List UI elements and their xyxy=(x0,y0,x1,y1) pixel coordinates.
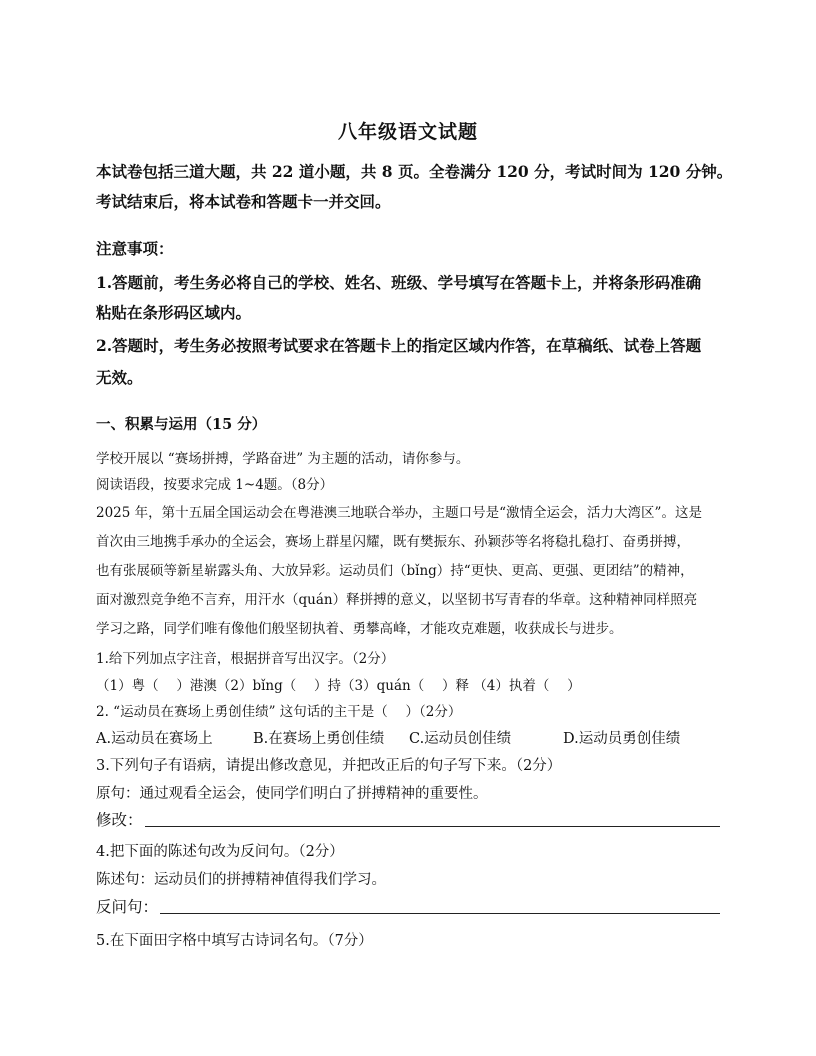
q3-original-sentence: 原句：通过观看全运会，使同学们明白了拼搏精神的重要性。 xyxy=(96,786,488,802)
reading-instruction: 阅读语段，按要求完成 1~4题。（8分） xyxy=(96,477,334,493)
q4-prompt: 4.把下面的陈述句改为反问句。（2分） xyxy=(96,844,344,860)
page-title: 八年级语文试题 xyxy=(337,121,478,143)
q2-prompt: 2. “运动员在赛场上勇创佳绩” 这句话的主干是（ ）（2分） xyxy=(96,704,462,720)
intro-line-2: 考试结束后，将本试卷和答题卡一并交回。 xyxy=(96,192,391,211)
passage-line: 面对激烈竞争绝不言弃，用汗水（quán）释拼搏的意义，以坚韧书写青春的华章。这种精神同样照亮 xyxy=(96,592,698,608)
activity-intro: 学校开展以 “赛场拼搏，学路奋进” 为主题的活动，请你参与。 xyxy=(96,451,470,467)
notice-item-2-cont: 无效。 xyxy=(96,368,143,387)
q3-answer-line[interactable] xyxy=(145,826,720,827)
q5-prompt: 5.在下面田字格中填写古诗词名句。（7分） xyxy=(96,933,373,949)
notice-item-1: 1.答题前，考生务必将自己的学校、姓名、班级、学号填写在答题卡上，并将条形码准确 xyxy=(96,273,702,292)
q2-option-c[interactable]: C.运动员创佳绩 xyxy=(409,731,512,747)
q4-statement: 陈述句：运动员们的拼搏精神值得我们学习。 xyxy=(96,872,386,888)
passage-line: 2025 年，第十五届全国运动会在粤港澳三地联合举办，主题口号是“激情全运会，活力大湾区”。这是 xyxy=(96,505,702,521)
q1-items: （1）粤（ ）港澳（2）bǐng（ ）持（3）quán（ ）释 （4）执着（ ） xyxy=(96,678,581,694)
notice-item-2: 2.答题时，考生务必按照考试要求在答题卡上的指定区域内作答，在草稿纸、试卷上答题 xyxy=(96,336,702,355)
q4-answer-line[interactable] xyxy=(160,913,720,914)
q1-prompt: 1.给下列加点字注音，根据拼音写出汉字。（2分） xyxy=(96,651,395,667)
passage-line: 也有张展硕等新星崭露头角、大放异彩。运动员们（bǐng）持“更快、更高、更强、更团结”的精神， xyxy=(96,563,694,579)
q3-answer-label: 修改： xyxy=(96,811,143,829)
notice-heading: 注意事项： xyxy=(96,239,174,258)
section-heading: 一、积累与运用（15 分） xyxy=(96,416,267,433)
notice-item-1-cont: 粘贴在条形码区域内。 xyxy=(96,303,252,322)
q3-prompt: 3.下列句子有语病，请提出修改意见，并把改正后的句子写下来。（2分） xyxy=(96,758,562,774)
passage-line: 首次由三地携手承办的全运会，赛场上群星闪耀，既有樊振东、孙颖莎等名将稳扎稳打、奋勇拼搏， xyxy=(96,534,690,550)
q2-option-d[interactable]: D.运动员勇创佳绩 xyxy=(563,731,681,747)
q2-option-a[interactable]: A.运动员在赛场上 xyxy=(96,731,213,747)
q4-answer-label: 反问句： xyxy=(96,898,159,916)
q2-option-b[interactable]: B.在赛场上勇创佳绩 xyxy=(253,731,385,747)
intro-line-1: 本试卷包括三道大题，共 22 道小题，共 8 页。全卷满分 120 分，考试时间为 120 分钟。 xyxy=(96,162,733,181)
passage-line: 学习之路，同学们唯有像他们般坚韧执着、勇攀高峰，才能攻克难题，收获成长与进步。 xyxy=(96,621,623,637)
